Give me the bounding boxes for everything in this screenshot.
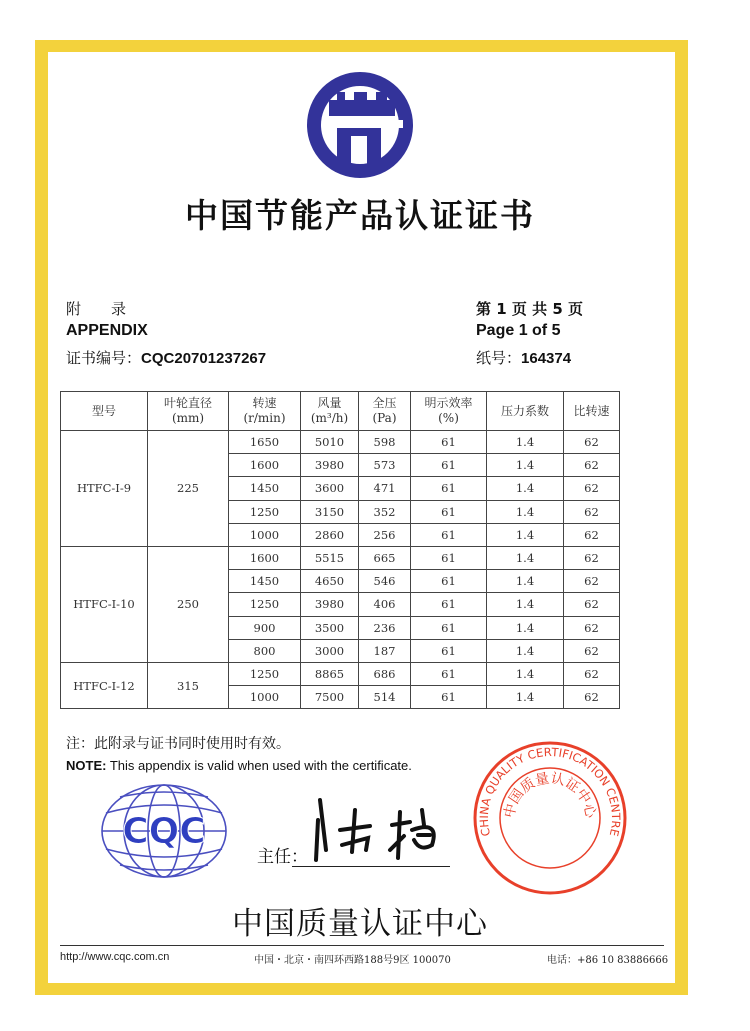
table-cell: 3600 <box>301 477 359 500</box>
table-cell: 573 <box>359 454 411 477</box>
footer-divider <box>60 945 664 946</box>
seal-inner-text: 中国质量认证中心 <box>501 770 599 820</box>
table-cell: 1.4 <box>487 431 564 454</box>
table-cell: 62 <box>564 546 620 569</box>
table-cell: 1.4 <box>487 593 564 616</box>
table-cell: 62 <box>564 523 620 546</box>
note-text: This appendix is valid when used with the certificate. <box>106 758 412 773</box>
table-cell: 1.4 <box>487 500 564 523</box>
column-header-line: (Pa) <box>372 411 397 425</box>
cert-no-label: 证书编号： <box>66 349 142 367</box>
director-signature-icon <box>300 790 450 870</box>
column-header <box>148 392 229 431</box>
table-cell: 1600 <box>229 454 301 477</box>
table-cell: 61 <box>411 454 487 477</box>
table-cell: 1.4 <box>487 686 564 709</box>
table-cell: 3980 <box>301 454 359 477</box>
table-cell: 1250 <box>229 593 301 616</box>
table-cell: 1600 <box>229 546 301 569</box>
column-header-line: 压力系数 <box>500 403 549 418</box>
table-cell: 2860 <box>301 523 359 546</box>
column-header <box>487 392 564 431</box>
column-header-line: 转速 <box>252 396 277 410</box>
table-cell: 4650 <box>301 570 359 593</box>
table-cell: 1650 <box>229 431 301 454</box>
certificate-title: 中国节能产品认证证书 <box>185 196 535 235</box>
column-header-line: 比转速 <box>573 403 610 418</box>
energy-saving-logo-icon <box>305 70 415 180</box>
table-cell: 800 <box>229 639 301 662</box>
table-cell: 1.4 <box>487 616 564 639</box>
table-cell: 62 <box>564 662 620 685</box>
table-cell: 62 <box>564 570 620 593</box>
table-header-row <box>61 392 620 431</box>
table-cell: 256 <box>359 523 411 546</box>
table-cell: 352 <box>359 500 411 523</box>
column-header-line: 型号 <box>91 403 116 418</box>
table-cell: 1450 <box>229 477 301 500</box>
svg-text:CHINA QUALITY CERTIFICATION CE <box>477 745 623 838</box>
table-cell: 1.4 <box>487 477 564 500</box>
table-cell: 5010 <box>301 431 359 454</box>
column-header-line: 风量 <box>317 396 342 410</box>
column-header <box>359 392 411 431</box>
column-header-line: 叶轮直径 <box>163 396 212 410</box>
table-cell: 1.4 <box>487 570 564 593</box>
table-cell: 61 <box>411 431 487 454</box>
table-cell: 546 <box>359 570 411 593</box>
organization-name: 中国质量认证中心 <box>232 906 488 942</box>
column-header <box>301 392 359 431</box>
cqc-official-seal-icon <box>472 740 628 896</box>
table-cell: 61 <box>411 500 487 523</box>
table-cell: 1250 <box>229 662 301 685</box>
column-header-line: (r/min) <box>243 411 286 425</box>
column-header <box>411 392 487 431</box>
table-cell: 686 <box>359 662 411 685</box>
cert-no-value: CQC20701237267 <box>141 350 267 367</box>
table-cell: 61 <box>411 477 487 500</box>
table-cell: 471 <box>359 477 411 500</box>
table-cell: 3000 <box>301 639 359 662</box>
table-cell: 1250 <box>229 500 301 523</box>
svg-text:CQC: CQC <box>122 811 206 852</box>
table-cell: 62 <box>564 616 620 639</box>
table-cell: 406 <box>359 593 411 616</box>
table-cell: 62 <box>564 500 620 523</box>
table-cell: 62 <box>564 639 620 662</box>
table-cell: 61 <box>411 570 487 593</box>
table-cell: 62 <box>564 454 620 477</box>
table-cell: 7500 <box>301 686 359 709</box>
appendix-en: APPENDIX <box>66 322 148 339</box>
table-cell: 3500 <box>301 616 359 639</box>
cqc-globe-logo-icon <box>100 783 228 879</box>
column-header-line: (mm) <box>171 411 205 425</box>
table-cell: 5515 <box>301 546 359 569</box>
column-header-line: 明示效率 <box>424 396 473 410</box>
appendix-table <box>60 391 620 709</box>
certificate-number <box>66 347 266 368</box>
table-cell: 62 <box>564 477 620 500</box>
cell-diameter: 225 <box>148 431 229 547</box>
cell-diameter: 250 <box>148 546 229 662</box>
table-cell: 514 <box>359 686 411 709</box>
table-cell: 62 <box>564 686 620 709</box>
table-cell: 598 <box>359 431 411 454</box>
table-cell: 1000 <box>229 523 301 546</box>
table-cell: 1.4 <box>487 662 564 685</box>
table-cell: 61 <box>411 686 487 709</box>
column-header <box>61 392 148 431</box>
table-cell: 61 <box>411 593 487 616</box>
table-cell: 61 <box>411 616 487 639</box>
paper-no-value: 164374 <box>521 350 572 367</box>
footer-url[interactable]: http://www.cqc.com.cn <box>60 951 170 963</box>
cell-model: HTFC-I-12 <box>61 662 148 708</box>
column-header-line: (m³/h) <box>310 411 349 425</box>
column-header <box>229 392 301 431</box>
table-cell: 236 <box>359 616 411 639</box>
page-cn: 第 1 页 共 5 页 <box>476 300 583 318</box>
appendix-cn: 附 录 <box>66 300 127 318</box>
cell-diameter: 315 <box>148 662 229 708</box>
signature-line <box>292 866 450 867</box>
table-cell: 1.4 <box>487 639 564 662</box>
svg-text:中国质量认证中心 <box>501 771 599 821</box>
table-cell: 900 <box>229 616 301 639</box>
note-label: NOTE: <box>66 758 107 773</box>
column-header <box>564 392 620 431</box>
footer-phone: 电话：+86 10 83886666 <box>547 955 669 966</box>
table-cell: 1.4 <box>487 546 564 569</box>
footer-address: 中国・北京・南四环西路188号9区 100070 <box>254 955 451 966</box>
paper-no-label: 纸号： <box>476 349 522 367</box>
note-cn: 注：此附录与证书同时使用时有效。 <box>66 736 290 752</box>
note-en <box>66 758 412 773</box>
table-cell: 61 <box>411 639 487 662</box>
table-cell: 665 <box>359 546 411 569</box>
table-cell: 1450 <box>229 570 301 593</box>
cell-model: HTFC-I-10 <box>61 546 148 662</box>
table-cell: 62 <box>564 593 620 616</box>
cell-model: HTFC-I-9 <box>61 431 148 547</box>
column-header-line: (%) <box>438 411 459 425</box>
table-row <box>61 662 620 685</box>
table-row <box>61 431 620 454</box>
table-cell: 61 <box>411 523 487 546</box>
table-cell: 1.4 <box>487 523 564 546</box>
director-label: 主任： <box>257 847 308 867</box>
table-cell: 8865 <box>301 662 359 685</box>
page-en: Page 1 of 5 <box>476 322 561 339</box>
table-cell: 3150 <box>301 500 359 523</box>
table-cell: 1000 <box>229 686 301 709</box>
seal-outer-text: CHINA QUALITY CERTIFICATION CENTRE <box>476 744 624 838</box>
table-cell: 3980 <box>301 593 359 616</box>
table-cell: 1.4 <box>487 454 564 477</box>
table-cell: 61 <box>411 662 487 685</box>
table-row <box>61 546 620 569</box>
paper-number <box>476 347 571 368</box>
table-cell: 61 <box>411 546 487 569</box>
table-cell: 62 <box>564 431 620 454</box>
column-header-line: 全压 <box>372 396 397 410</box>
table-cell: 187 <box>359 639 411 662</box>
